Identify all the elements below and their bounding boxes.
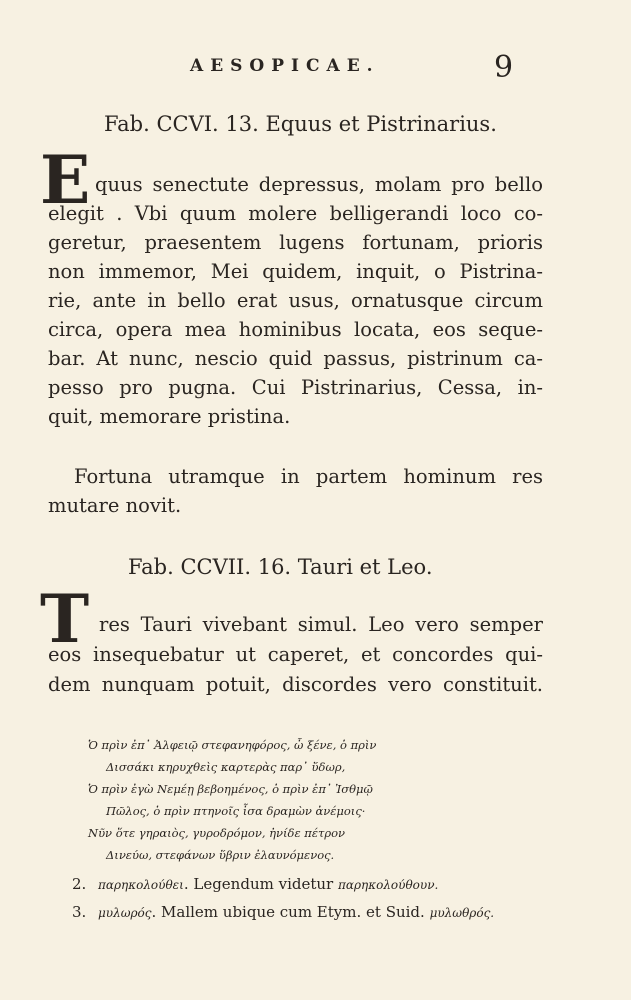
text-line: elegit . Vbi quum molere belligerandi loco co-: [48, 202, 543, 225]
text-line: quus senectute depressus, molam pro bello: [95, 173, 543, 196]
fable-title: Fab. CCVI. 13. Equus et Pistrinarius.: [104, 112, 497, 136]
text-line: geretur, praesentem lugens fortunam, prioris: [48, 231, 543, 254]
footnote-number: 2.: [72, 875, 87, 893]
text-line: eos insequebatur ut caperet, et concordes qui-: [48, 643, 543, 666]
footnote: [72, 873, 438, 896]
greek-verse-line: Δισσάκι κηρυχθεὶς καρτερὰς παρ᾽ ὕδωρ,: [106, 760, 346, 774]
drop-cap: T: [40, 580, 90, 658]
greek-verse-line: Ὁ πρὶν ἐπ᾽ Ἀλφειῷ στεφανηφόρος, ὦ ξένε, ὁ πρὶν: [88, 738, 377, 752]
footnote-text: . Legendum videtur: [183, 875, 334, 893]
text-line: circa, opera mea hominibus locata, eos seque-: [48, 318, 543, 341]
text-line: rie, ante in bello erat usus, ornatusque circum: [48, 289, 543, 312]
greek-verse-line: Πῶλος, ὁ πρὶν πτηνοῖς ἶσα δραμὼν ἀνέμοις·: [106, 804, 366, 818]
footnote-greek: μυλωθρός.: [429, 906, 495, 920]
footnote-text: . Mallem ubique cum Etym. et Suid.: [151, 903, 425, 921]
footnote-greek: μυλωρός: [98, 906, 152, 920]
text-line: pesso pro pugna. Cui Pistrinarius, Cessa, in-: [48, 376, 543, 399]
footnote-number: 3.: [72, 903, 87, 921]
footnote: [72, 901, 494, 924]
footnote-greek: παρηκολούθει: [98, 878, 184, 892]
greek-verse-line: Δινεύω, στεφάνων ὕβριν ἐλαυνόμενος.: [106, 848, 335, 862]
page-number: 9: [494, 50, 514, 85]
text-line: dem nunquam potuit, discordes vero constituit.: [48, 673, 543, 696]
text-line: non immemor, Mei quidem, inquit, o Pistrina-: [48, 260, 543, 283]
drop-cap: E: [40, 141, 91, 219]
text-line: res Tauri vivebant simul. Leo vero semper: [99, 613, 543, 636]
running-head: AESOPICAE.: [190, 56, 380, 76]
moral-line: mutare novit.: [48, 494, 182, 517]
footnote-greek: παρηκολούθουν.: [338, 878, 439, 892]
fable-title: Fab. CCVII. 16. Tauri et Leo.: [128, 555, 433, 579]
moral-line: Fortuna utramque in partem hominum res: [74, 465, 543, 488]
text-line: bar. At nunc, nescio quid passus, pistrinum ca-: [48, 347, 543, 370]
greek-verse-line: Ὁ πρὶν ἐγὼ Νεμέῃ βεβοημένος, ὁ πρὶν ἐπ᾽ Ἰσθμῷ: [88, 782, 373, 796]
greek-verse-line: Νῦν ὅτε γηραιὸς, γυροδρόμον, ἠνίδε πέτρον: [88, 826, 346, 840]
text-line: quit, memorare pristina.: [48, 405, 291, 428]
